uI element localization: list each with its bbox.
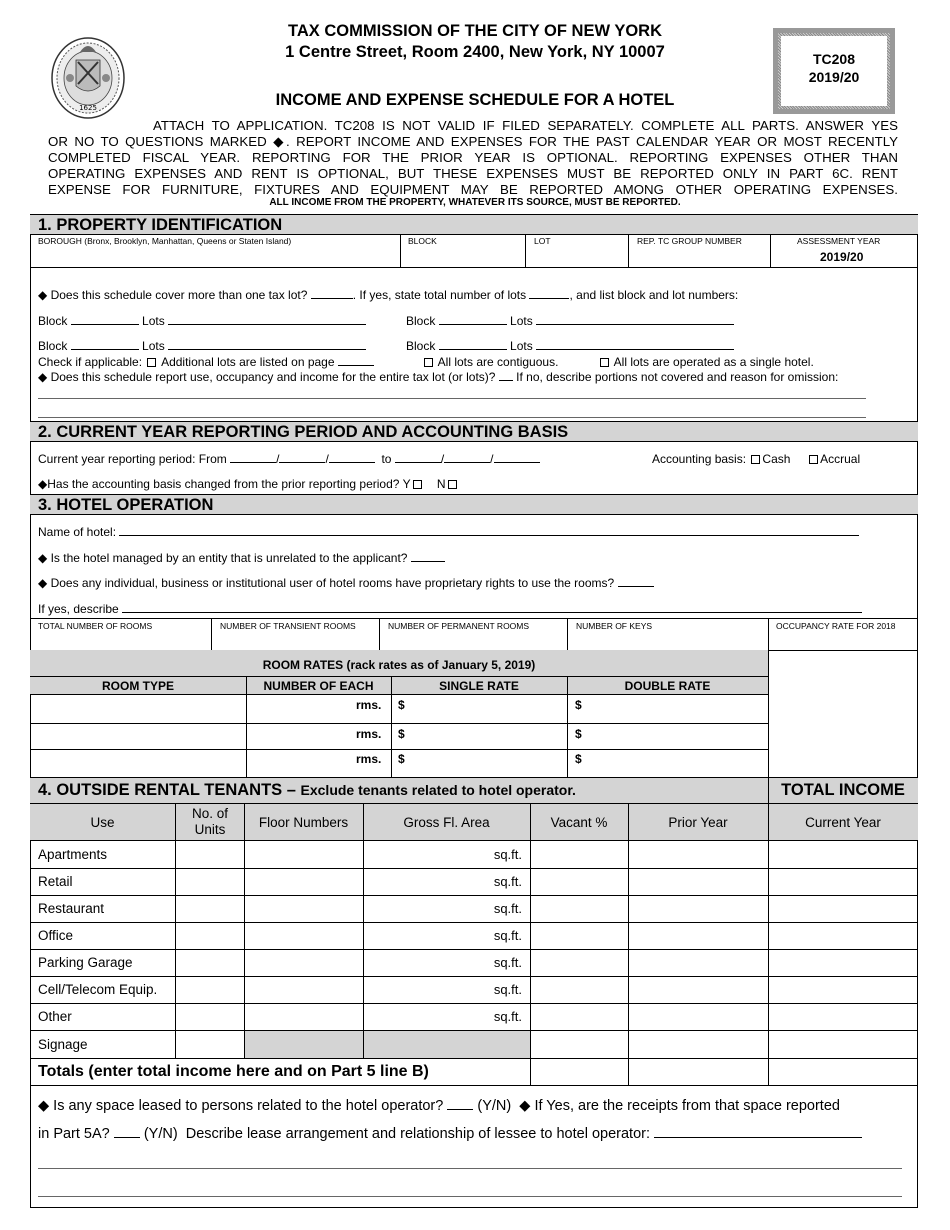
col-vacant: Vacant %	[550, 815, 608, 830]
block-lots-row-1	[38, 314, 366, 328]
q-text: , and list block and lot numbers:	[569, 288, 739, 302]
block-field[interactable]	[71, 314, 139, 325]
row-telecom: Cell/Telecom Equip.	[38, 982, 158, 997]
entire-lot-question	[38, 370, 838, 384]
no-checkbox[interactable]	[448, 480, 457, 489]
block-text: Block	[406, 339, 436, 353]
describe-text: If yes, describe	[38, 602, 119, 616]
dollar-sign: $	[575, 698, 582, 712]
hotel-name-field[interactable]	[119, 525, 859, 536]
col-double-rate: DOUBLE RATE	[624, 679, 711, 693]
changed-text: ◆Has the accounting basis changed from the prior reporting period?	[38, 477, 400, 491]
q-text: ◆ Does any individual, business or institutional user of hotel rooms have proprietary rights to use the rooms?	[38, 576, 615, 590]
dollar-sign: $	[575, 727, 582, 741]
to-year[interactable]	[494, 452, 540, 463]
managed-question	[38, 551, 445, 565]
related-lease-answer[interactable]	[447, 1097, 473, 1110]
to-month[interactable]	[395, 452, 441, 463]
single-hotel-row	[598, 355, 814, 369]
describe-field[interactable]	[122, 602, 862, 613]
col-units: No. of Units	[191, 806, 229, 837]
related-lease-question	[38, 1097, 840, 1114]
col-permanent-rooms: NUMBER OF PERMANENT ROOMS	[388, 621, 530, 631]
dollar-sign: $	[398, 752, 405, 766]
assessment-year-value: 2019/20	[820, 250, 864, 264]
contiguous-row	[422, 355, 558, 369]
all-income-note: ALL INCOME FROM THE PROPERTY, WHATEVER ITS SOURCE, MUST BE REPORTED.	[269, 197, 681, 208]
to-day[interactable]	[444, 452, 490, 463]
sec4-title-text: 4. OUTSIDE RENTAL TENANTS –	[38, 781, 296, 799]
row-retail: Retail	[38, 874, 73, 889]
block-lots-row-2b	[406, 339, 734, 353]
block-field[interactable]	[71, 339, 139, 350]
cash-text: Cash	[762, 452, 791, 466]
section-1-title: 1. PROPERTY IDENTIFICATION	[30, 214, 918, 235]
describe-row	[38, 602, 862, 616]
col-prior-year: Prior Year	[668, 815, 728, 830]
col-number-each: NUMBER OF EACH	[263, 679, 374, 693]
row-apartments: Apartments	[38, 847, 108, 862]
check-text: All lots are contiguous.	[437, 355, 559, 369]
yn-text: (Y/N)	[477, 1098, 512, 1114]
dollar-sign: $	[575, 752, 582, 766]
sqft-unit: sq.ft.	[493, 901, 522, 916]
col-current-year: Current Year	[805, 815, 881, 830]
intro-line: EXPENSE FOR FURNITURE, FIXTURES AND EQUIPMENT MAY BE REPORTED AMONG OTHER OPERATING EXPENSES.	[48, 182, 898, 197]
q-text: ◆ If Yes, are the receipts from that space reported	[519, 1098, 840, 1114]
dollar-sign: $	[398, 698, 405, 712]
proprietary-answer[interactable]	[618, 576, 654, 587]
block-lots-row-2	[38, 339, 366, 353]
section-3-title: 3. HOTEL OPERATION	[30, 494, 918, 515]
instructions	[48, 118, 898, 198]
row-parking: Parking Garage	[38, 955, 133, 970]
from-day[interactable]	[279, 452, 325, 463]
col-transient-rooms: NUMBER OF TRANSIENT ROOMS	[220, 621, 356, 631]
entire-lot-answer[interactable]	[499, 370, 513, 381]
from-month[interactable]	[230, 452, 276, 463]
lease-describe-line[interactable]	[38, 1196, 902, 1197]
sqft-unit: sq.ft.	[493, 982, 522, 997]
yes-checkbox[interactable]	[413, 480, 422, 489]
block-text: Block	[406, 314, 436, 328]
lot-count-field[interactable]	[529, 288, 569, 299]
header-line1: TAX COMMISSION OF THE CITY OF NEW YORK	[287, 22, 662, 40]
check-text: Check if applicable:	[38, 355, 143, 369]
name-text: Name of hotel:	[38, 525, 117, 539]
block-lots-row-1b	[406, 314, 734, 328]
basis-text: Accounting basis:	[652, 452, 747, 466]
period-text: Current year reporting period: From	[38, 452, 227, 466]
describe-line[interactable]	[38, 398, 866, 399]
row-restaurant: Restaurant	[38, 901, 105, 916]
sqft-unit: sq.ft.	[493, 874, 522, 889]
col-occupancy: OCCUPANCY RATE FOR 2018	[776, 621, 896, 631]
header-line2: 1 Centre Street, Room 2400, New York, NY 10007	[285, 43, 665, 61]
intro-line: OR NO TO QUESTIONS MARKED ◆. REPORT INCOME AND EXPENSES FOR THE PAST CALENDAR YEAR OR MOST RECENTLY	[48, 134, 898, 149]
sqft-unit: sq.ft.	[493, 928, 522, 943]
yn-text: (Y/N)	[143, 1126, 178, 1142]
hotel-name-row	[38, 525, 859, 539]
check-text: Additional lots are listed on page	[161, 355, 335, 369]
q-text: If no, describe portions not covered and reason for omission:	[516, 370, 839, 384]
q-text: . If yes, state total number of lots	[352, 288, 527, 302]
intro-line: COMPLETED FISCAL YEAR. REPORTING FOR THE PRIOR YEAR IS OPTIONAL. REPORTING EXPENSES OTHER THAN	[48, 150, 898, 165]
rms-label: rms.	[356, 698, 382, 712]
col-total-rooms: TOTAL NUMBER OF ROOMS	[38, 621, 153, 631]
borough-field[interactable]	[31, 246, 399, 266]
additional-lots-checkbox[interactable]	[147, 358, 156, 367]
lease-describe-line[interactable]	[38, 1168, 902, 1169]
lots-field[interactable]	[536, 339, 734, 350]
total-income-title: TOTAL INCOME	[781, 781, 905, 799]
managed-answer[interactable]	[411, 551, 445, 562]
to-text: to	[381, 452, 392, 466]
form-year: 2019/20	[808, 69, 860, 85]
signage-shaded	[245, 1031, 530, 1058]
block-field[interactable]	[439, 339, 507, 350]
col-floor: Floor Numbers	[258, 815, 349, 830]
accrual-checkbox[interactable]	[809, 455, 818, 464]
col-keys: NUMBER OF KEYS	[576, 621, 653, 631]
q-text: ◆ Does this schedule cover more than one tax lot?	[38, 288, 308, 302]
form-id-box	[773, 28, 895, 114]
assessment-year-label: ASSESSMENT YEAR	[797, 236, 881, 246]
sqft-unit: sq.ft.	[493, 1009, 522, 1024]
y-text: Y	[402, 477, 411, 491]
basis-changed-row	[38, 477, 459, 491]
multi-lot-question	[38, 288, 738, 302]
lots-field[interactable]	[168, 314, 366, 325]
rms-label: rms.	[356, 727, 382, 741]
q-text: ◆ Is any space leased to persons related to the hotel operator?	[38, 1098, 444, 1114]
check-row	[38, 355, 374, 369]
room-rates-title: ROOM RATES (rack rates as of January 5, 2019)	[262, 658, 536, 672]
form-id: TC208	[812, 51, 856, 67]
block-text: Block	[38, 314, 68, 328]
contiguous-checkbox[interactable]	[424, 358, 433, 367]
lots-field[interactable]	[168, 339, 366, 350]
col-room-type: ROOM TYPE	[101, 679, 174, 693]
q-text: ◆ Does this schedule report use, occupancy and income for the entire tax lot (or lots)?	[38, 370, 496, 384]
basis-row	[652, 452, 860, 466]
receipts-question	[38, 1125, 862, 1142]
row-other: Other	[38, 1009, 72, 1024]
lots-text: Lots	[510, 339, 533, 353]
row-office: Office	[38, 928, 74, 943]
totals-label: Totals (enter total income here and on Part 5 line B)	[38, 1063, 429, 1080]
col-gross-area: Gross Fl. Area	[403, 815, 490, 830]
lots-text: Lots	[510, 314, 533, 328]
intro-line: ATTACH TO APPLICATION. TC208 IS NOT VALID IF FILED SEPARATELY. COMPLETE ALL PARTS. ANSWER YES	[153, 118, 898, 133]
lot-label: LOT	[534, 236, 551, 246]
describe-line[interactable]	[38, 417, 866, 418]
intro-line: OPERATING EXPENSES AND RENT IS OPTIONAL, BUT THESE EXPENSES MUST BE REPORTED ONLY IN PART 6C. RENT	[48, 166, 898, 181]
seal-year: 1625	[79, 104, 97, 112]
check-text: All lots are operated as a single hotel.	[613, 355, 814, 369]
borough-label: BOROUGH (Bronx, Brooklyn, Manhattan, Queens or Staten Island)	[38, 236, 292, 246]
row-signage: Signage	[38, 1037, 88, 1052]
accrual-text: Accrual	[820, 452, 861, 466]
multi-lot-answer[interactable]	[311, 288, 353, 299]
block-field[interactable]	[439, 314, 507, 325]
lots-text: Lots	[142, 339, 165, 353]
single-hotel-checkbox[interactable]	[600, 358, 609, 367]
section-2-title: 2. CURRENT YEAR REPORTING PERIOD AND ACCOUNTING BASIS	[30, 421, 918, 442]
block-label: BLOCK	[408, 236, 437, 246]
nyc-seal-logo	[50, 30, 126, 120]
form-title: INCOME AND EXPENSE SCHEDULE FOR A HOTEL	[275, 91, 675, 109]
q-text: Describe lease arrangement and relationship of lessee to hotel operator:	[185, 1126, 650, 1142]
sqft-unit: sq.ft.	[493, 847, 522, 862]
rep-group-label: REP. TC GROUP NUMBER	[637, 236, 742, 246]
q-text: in Part 5A?	[38, 1126, 110, 1142]
n-text: N	[436, 477, 446, 491]
cash-checkbox[interactable]	[751, 455, 760, 464]
col-single-rate: SINGLE RATE	[439, 679, 519, 693]
sec4-subtitle: Exclude tenants related to hotel operator.	[300, 782, 576, 798]
col-use: Use	[90, 815, 115, 830]
q-text: ◆ Is the hotel managed by an entity that is unrelated to the applicant?	[38, 551, 408, 565]
lease-describe-field[interactable]	[654, 1125, 862, 1138]
from-year[interactable]	[329, 452, 375, 463]
dollar-sign: $	[398, 727, 405, 741]
lots-text: Lots	[142, 314, 165, 328]
section-4-title	[38, 781, 576, 800]
block-text: Block	[38, 339, 68, 353]
rms-label: rms.	[356, 752, 382, 766]
receipts-answer[interactable]	[114, 1125, 140, 1138]
proprietary-question	[38, 576, 654, 590]
lots-field[interactable]	[536, 314, 734, 325]
page-field[interactable]	[338, 355, 374, 366]
period-row: Current year reporting period: From / / to / /	[38, 452, 540, 466]
sqft-unit: sq.ft.	[493, 955, 522, 970]
